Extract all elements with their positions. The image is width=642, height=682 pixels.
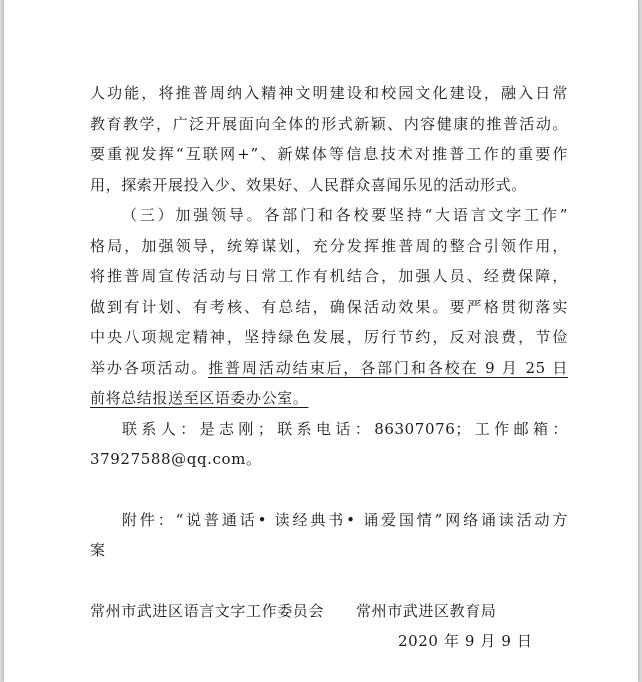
text-line: 将推普周宣传活动与日常工作有机结合，加强人员、经费保障， bbox=[90, 267, 568, 285]
attachment-note bbox=[90, 505, 568, 566]
attachment-line: 案 bbox=[90, 541, 106, 559]
signature-date: 2020 年 9 月 9 日 bbox=[398, 632, 533, 650]
text-line: 要重视发挥“互联网+”、新媒体等信息技术对推普工作的重要作 bbox=[90, 145, 568, 163]
spacer bbox=[90, 475, 568, 505]
underlined-deadline: 推普周活动结束后，各部门和各校在 9 月 25 日 bbox=[208, 358, 568, 377]
underlined-deadline: 前将总结报送至区语委办公室。 bbox=[90, 389, 309, 407]
paragraph-leadership bbox=[90, 200, 568, 414]
paragraph-activities bbox=[90, 78, 568, 200]
document-page bbox=[4, 0, 638, 682]
contact-email: 37927588@qq.com。 bbox=[90, 450, 262, 468]
signature-org-education-bureau: 常州市武进区教育局 bbox=[356, 601, 497, 620]
attachment-line: 附件：“说普通话• 读经典书• 诵爱国情”网络诵读活动方 bbox=[122, 510, 568, 529]
text-line: （三）加强领导。各部门和各校要坚持“大语言文字工作” bbox=[122, 206, 568, 224]
text-segment: 举办各项活动。 bbox=[90, 358, 209, 377]
text-line: 教育教学，广泛开展面向全体的形式新颖、内容健康的推普活动。 bbox=[90, 114, 568, 133]
text-line bbox=[90, 353, 568, 384]
spacer bbox=[90, 566, 568, 596]
text-line: 做到有计划、有考核、有总结，确保活动效果。要严格贯彻落实 bbox=[90, 297, 568, 316]
text-line: 用，探索开展投入少、效果好、人民群众喜闻乐见的活动形式。 bbox=[90, 175, 527, 194]
text-line: 格局，加强领导，统筹谋划，充分发挥推普周的整合引领作用， bbox=[90, 236, 568, 255]
signature-org-language-committee: 常州市武进区语言文字工作委员会 bbox=[90, 601, 325, 620]
text-line bbox=[90, 383, 568, 414]
contact-line: 联系人：是志刚；联系电话：86307076；工作邮箱： bbox=[122, 419, 568, 438]
contact-info bbox=[90, 414, 568, 475]
text-line: 人功能，将推普周纳入精神文明建设和校园文化建设，融入日常 bbox=[90, 84, 568, 102]
document-body bbox=[90, 78, 568, 657]
signature-orgs bbox=[90, 596, 568, 627]
text-line: 中央八项规定精神，坚持绿色发展，厉行节约，反对浪费，节俭 bbox=[90, 328, 568, 346]
